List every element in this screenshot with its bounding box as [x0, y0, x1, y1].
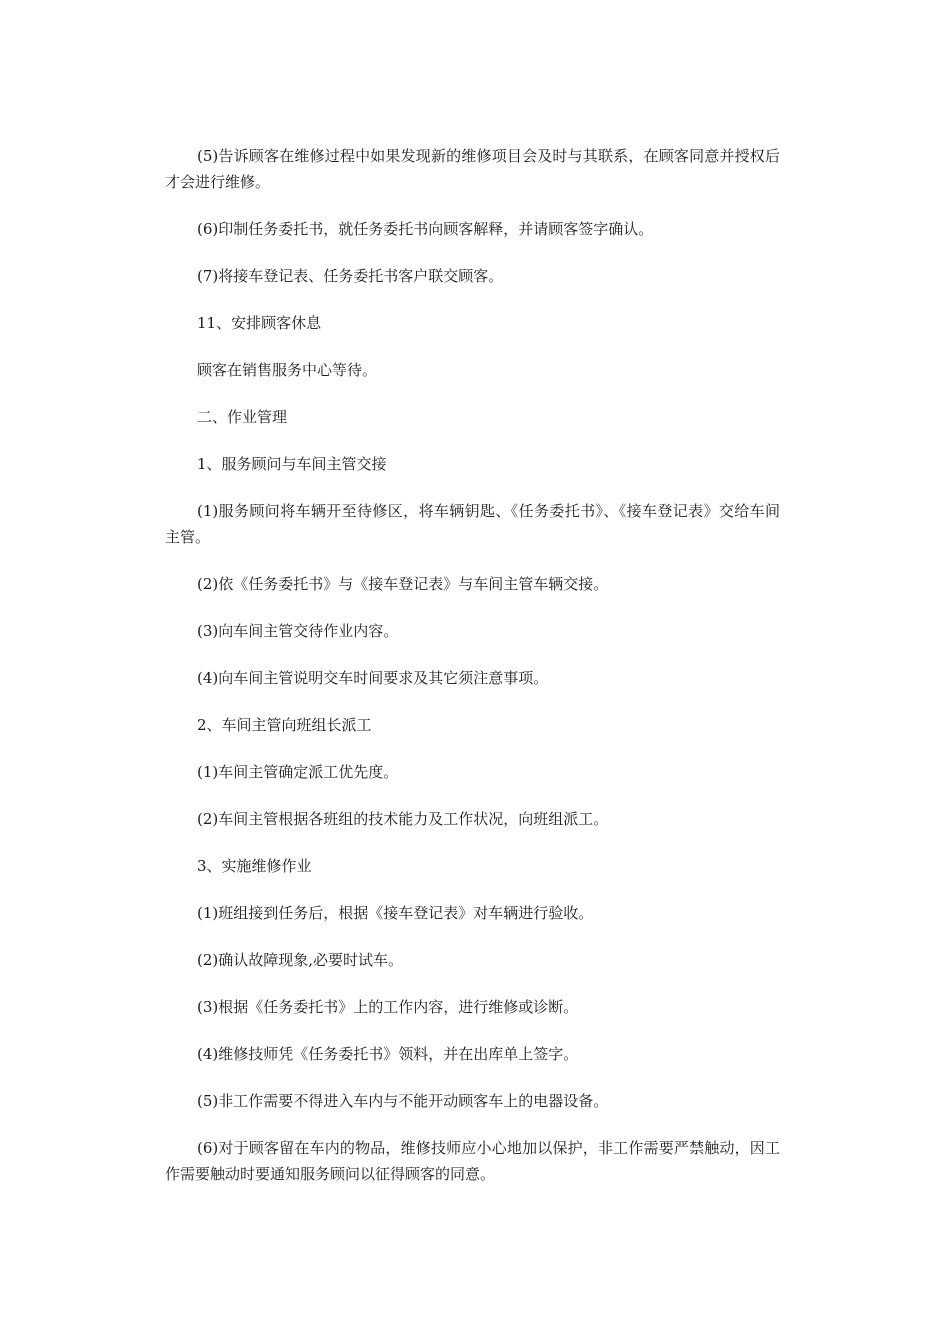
paragraph: (1)服务顾问将车辆开至待修区，将车辆钥匙、《任务委托书》、《接车登记表》交给车间主管。	[165, 502, 780, 546]
section-heading: 11、安排顾客休息	[197, 314, 322, 332]
paragraph: (2)依《任务委托书》与《接车登记表》与车间主管车辆交接。	[197, 575, 609, 593]
paragraph: 顾客在销售服务中心等待。	[197, 361, 378, 379]
section-heading: 1、服务顾问与车间主管交接	[197, 455, 387, 473]
paragraph: (4)向车间主管说明交车时间要求及其它须注意事项。	[197, 669, 549, 687]
section-heading: 二、作业管理	[197, 408, 288, 426]
section-heading: 3、实施维修作业	[197, 857, 312, 875]
document-body	[165, 143, 780, 1208]
paragraph: (5)非工作需要不得进入车内与不能开动顾客车上的电器设备。	[197, 1092, 609, 1110]
paragraph: (5)告诉顾客在维修过程中如果发现新的维修项目会及时与其联系，在顾客同意并授权后才会进行维修。	[165, 147, 780, 191]
paragraph: (2)车间主管根据各班组的技术能力及工作状况，向班组派工。	[197, 810, 609, 828]
paragraph: (6)印制任务委托书，就任务委托书向顾客解释，并请顾客签字确认。	[197, 220, 654, 238]
paragraph: (6)对于顾客留在车内的物品，维修技师应小心地加以保护，非工作需要严禁触动，因工作需要触动时要通知服务顾问以征得顾客的同意。	[165, 1139, 780, 1183]
paragraph: (2)确认故障现象,必要时试车。	[197, 951, 404, 969]
paragraph: (3)向车间主管交待作业内容。	[197, 622, 399, 640]
paragraph: (3)根据《任务委托书》上的工作内容，进行维修或诊断。	[197, 998, 579, 1016]
paragraph: (1)班组接到任务后，根据《接车登记表》对车辆进行验收。	[197, 904, 594, 922]
paragraph: (7)将接车登记表、任务委托书客户联交顾客。	[197, 267, 504, 285]
paragraph: (4)维修技师凭《任务委托书》领料，并在出库单上签字。	[197, 1045, 579, 1063]
section-heading: 2、车间主管向班组长派工	[197, 716, 372, 734]
paragraph: (1)车间主管确定派工优先度。	[197, 763, 399, 781]
